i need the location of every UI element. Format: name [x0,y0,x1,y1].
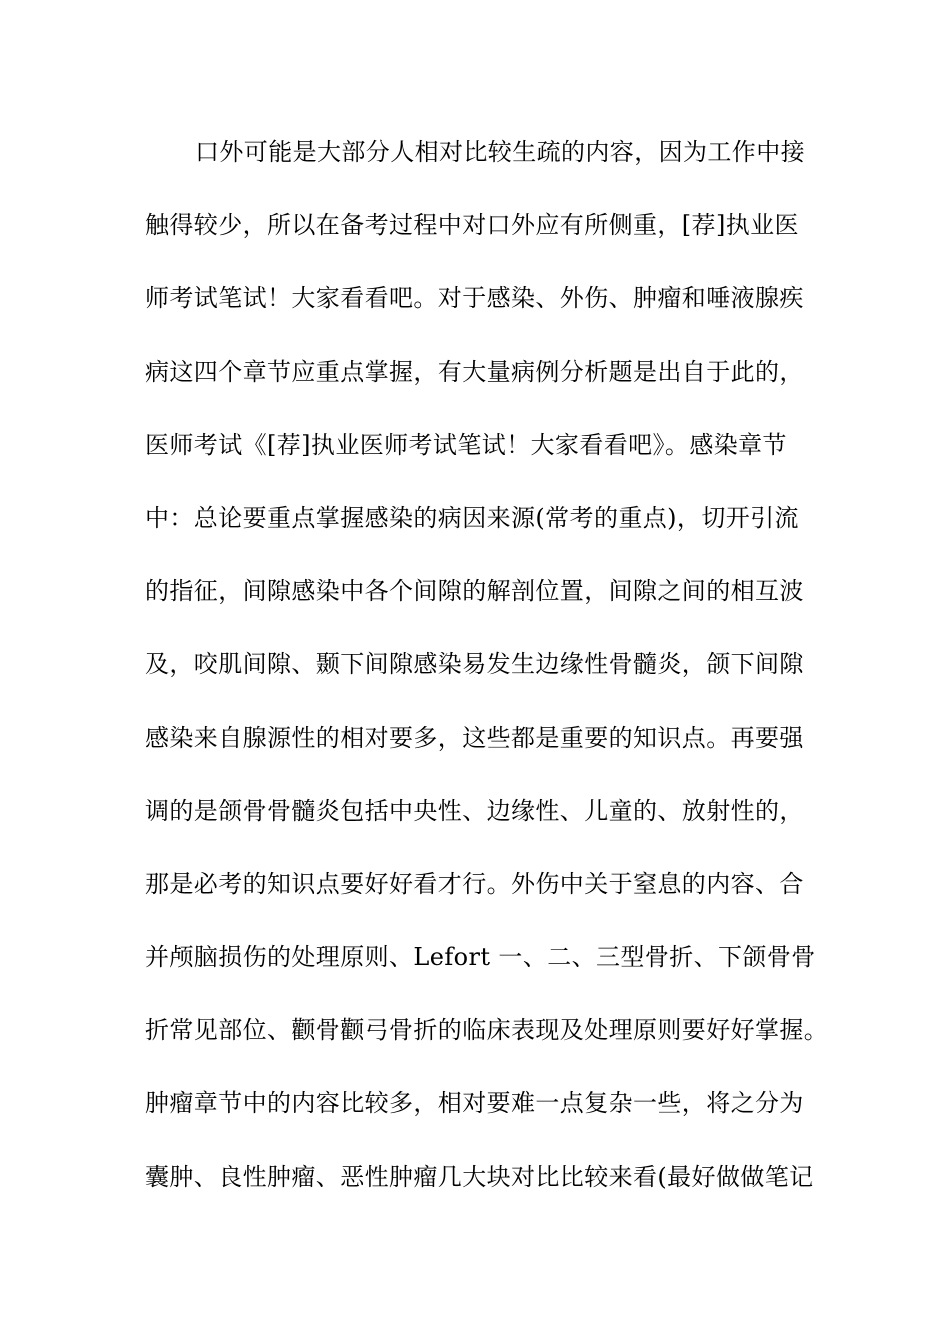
body-paragraph [145,132,829,1230]
text-line-7: 的指征，间隙感染中各个间隙的解剖位置，间隙之间的相互波 [145,577,804,606]
text-line-14: 肿瘤章节中的内容比较多，相对要难一点复杂一些，将之分为 [145,1089,804,1118]
text-line-5: 医师考试《[荐]执业医师考试笔试！大家看看吧》。感染章节 [145,430,787,459]
text-line-12: 并颅脑损伤的处理原则、Lefort 一、二、三型骨折、下颌骨骨 [145,943,816,972]
text-line-8: 及，咬肌间隙、颞下间隙感染易发生边缘性骨髓炎，颌下间隙 [145,650,804,679]
text-line-15: 囊肿、良性肿瘤、恶性肿瘤几大块对比比较来看(最好做做笔记 [145,1162,814,1191]
text-line-9: 感染来自腺源性的相对要多，这些都是重要的知识点。再要强 [145,723,804,752]
text-line-1: 口外可能是大部分人相对比较生疏的内容，因为工作中接 [195,138,805,166]
text-line-10: 调的是颌骨骨髓炎包括中央性、边缘性、儿童的、放射性的， [145,796,804,825]
text-line-3: 师考试笔试！大家看看吧。对于感染、外伤、肿瘤和唾液腺疾 [145,284,804,313]
text-line-13: 折常见部位、颧骨颧弓骨折的临床表现及处理原则要好好掌握。 [145,1016,829,1045]
text-line-11: 那是必考的知识点要好好看才行。外伤中关于窒息的内容、合 [145,869,804,898]
text-line-4: 病这四个章节应重点掌握，有大量病例分析题是出自于此的， [145,357,804,386]
text-line-6: 中：总论要重点掌握感染的病因来源(常考的重点)，切开引流 [145,503,799,532]
text-line-2: 触得较少，所以在备考过程中对口外应有所侧重，[荐]执业医 [145,211,799,240]
